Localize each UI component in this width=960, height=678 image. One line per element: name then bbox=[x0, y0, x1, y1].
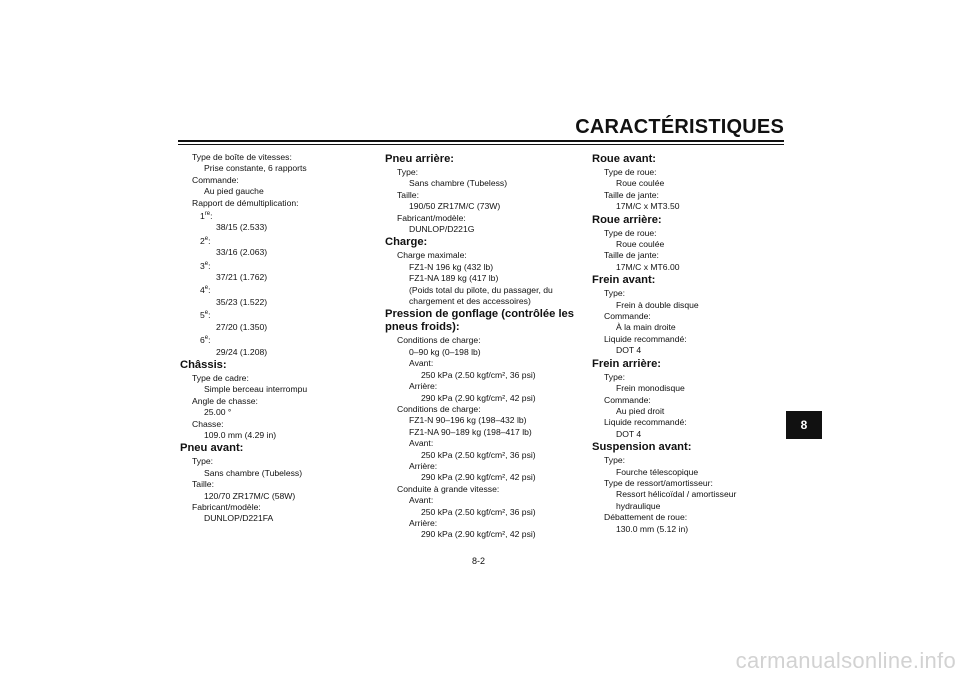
spec-label: Taille: bbox=[397, 189, 419, 200]
section-heading-pressure-2: pneus froids): bbox=[385, 321, 460, 334]
gear-number: 2 bbox=[200, 235, 205, 246]
gear-ratio-value: 37/21 (1.762) bbox=[216, 272, 268, 283]
spec-label: Type de roue: bbox=[604, 227, 657, 238]
gear-ratio-value: 33/16 (2.063) bbox=[216, 247, 268, 258]
spec-value: Arrière: bbox=[409, 517, 438, 528]
column-1 bbox=[180, 152, 360, 525]
spec-value: 17M/C x MT6.00 bbox=[616, 261, 680, 272]
spec-value: 290 kPa (2.90 kgf/cm², 42 psi) bbox=[421, 472, 536, 483]
spec-label: Liquide recommandé: bbox=[604, 417, 687, 428]
pressure-block bbox=[385, 335, 570, 540]
spec-value: Ressort hélicoïdal / amortisseur bbox=[616, 489, 737, 500]
front-suspension-block bbox=[592, 455, 777, 535]
spec-label: Taille de jante: bbox=[604, 189, 659, 200]
gear-label: 4e: bbox=[200, 285, 211, 296]
spec-value: 290 kPa (2.90 kgf/cm², 42 psi) bbox=[421, 529, 536, 540]
spec-value: Prise constante, 6 rapports bbox=[204, 163, 307, 174]
spec-value: FZ1-N 196 kg (432 lb) bbox=[409, 261, 494, 272]
spec-label: Commande: bbox=[192, 174, 239, 185]
rear-tire-block bbox=[385, 167, 570, 235]
spec-label: Type: bbox=[604, 455, 626, 466]
gear-label: 1re: bbox=[200, 211, 213, 222]
chassis-block bbox=[180, 373, 360, 441]
rear-wheel-block bbox=[592, 228, 777, 274]
gear-number: 4 bbox=[200, 285, 205, 296]
spec-value: 290 kPa (2.90 kgf/cm², 42 psi) bbox=[421, 392, 536, 403]
section-heading-front-tire: Pneu avant: bbox=[180, 442, 244, 455]
gear-ordinal: e bbox=[204, 235, 209, 242]
spec-value: 250 kPa (2.50 kgf/cm², 36 psi) bbox=[421, 449, 536, 460]
spec-label: Chasse: bbox=[192, 418, 224, 429]
spec-value: Avant: bbox=[409, 358, 434, 369]
spec-label: Type: bbox=[604, 288, 626, 299]
gear-ratio-value: 38/15 (2.533) bbox=[216, 222, 268, 233]
gear-number: 3 bbox=[200, 260, 205, 271]
section-heading-pressure-1: Pression de gonflage (contrôlée les bbox=[385, 308, 574, 321]
spec-label: Commande: bbox=[604, 394, 651, 405]
spec-value: 120/70 ZR17M/C (58W) bbox=[204, 490, 296, 501]
spec-label: Charge maximale: bbox=[397, 250, 467, 261]
spec-value: À la main droite bbox=[616, 322, 676, 333]
spec-value: Au pied gauche bbox=[204, 186, 264, 197]
spec-value: Avant: bbox=[409, 495, 434, 506]
spec-value: 250 kPa (2.50 kgf/cm², 36 psi) bbox=[421, 369, 536, 380]
spec-value: Roue coulée bbox=[616, 239, 665, 250]
gear-ratio-value: 35/23 (1.522) bbox=[216, 296, 268, 307]
spec-label: Angle de chasse: bbox=[192, 395, 258, 406]
spec-value: FZ1-N 90–196 kg (198–432 lb) bbox=[409, 415, 527, 426]
section-heading-load: Charge: bbox=[385, 236, 428, 249]
gear-ordinal: e bbox=[204, 285, 209, 292]
spec-label: Type: bbox=[192, 456, 214, 467]
spec-value: 17M/C x MT3.50 bbox=[616, 201, 680, 212]
spec-value: hydraulique bbox=[616, 500, 661, 511]
section-heading-rear-tire: Pneu arrière: bbox=[385, 153, 455, 165]
spec-value: Sans chambre (Tubeless) bbox=[409, 178, 508, 189]
spec-label: Fabricant/modèle: bbox=[397, 212, 466, 223]
gear-label: 6e: bbox=[200, 335, 211, 346]
spec-value: DUNLOP/D221FA bbox=[204, 513, 274, 524]
title-rule-thin bbox=[178, 144, 784, 145]
spec-value: (Poids total du pilote, du passager, du bbox=[409, 284, 553, 295]
spec-value: Frein monodisque bbox=[616, 383, 685, 394]
gear-ratio-value: 29/24 (1.208) bbox=[216, 346, 268, 357]
gear-ordinal: e bbox=[204, 310, 209, 317]
spec-value: Fourche télescopique bbox=[616, 466, 699, 477]
section-heading-rear-brake: Frein arrière: bbox=[592, 357, 662, 370]
spec-value: 190/50 ZR17M/C (73W) bbox=[409, 201, 501, 212]
gear-ratio-value: 27/20 (1.350) bbox=[216, 321, 268, 332]
gear-number: 5 bbox=[200, 310, 205, 321]
spec-label: Liquide recommandé: bbox=[604, 333, 687, 344]
rear-brake-block bbox=[592, 372, 777, 440]
spec-label: Type: bbox=[397, 167, 419, 177]
section-heading-front-brake: Frein avant: bbox=[592, 274, 656, 287]
spec-value: Frein à double disque bbox=[616, 299, 699, 310]
spec-label: Type de ressort/amortisseur: bbox=[604, 477, 713, 488]
spec-label: Conduite à grande vitesse: bbox=[397, 483, 500, 494]
spec-value: Au pied droit bbox=[616, 405, 665, 416]
spec-label: Type de cadre: bbox=[192, 372, 249, 383]
gear-ordinal: e bbox=[204, 260, 209, 267]
gear-number: 6 bbox=[200, 335, 205, 346]
page-number: 8-2 bbox=[472, 556, 486, 566]
page-title: CARACTÉRISTIQUES bbox=[575, 116, 784, 138]
front-tire-block bbox=[180, 456, 360, 524]
column-2 bbox=[385, 152, 574, 541]
spec-label: Conditions de charge: bbox=[397, 403, 481, 414]
gear-label: 3e: bbox=[200, 260, 211, 271]
gear-ordinal: re bbox=[204, 211, 211, 218]
gear-number: 1 bbox=[200, 211, 205, 222]
spec-value: DOT 4 bbox=[616, 345, 642, 356]
section-heading-front-wheel: Roue avant: bbox=[592, 153, 657, 165]
gear-label: 2e: bbox=[200, 235, 211, 246]
spec-label: Type: bbox=[604, 371, 626, 382]
spec-label: Conditions de charge: bbox=[397, 335, 481, 346]
spec-value: Roue coulée bbox=[616, 178, 665, 189]
spec-label: Type de roue: bbox=[604, 167, 657, 177]
spec-label: Commande: bbox=[604, 311, 651, 322]
section-heading-rear-wheel: Roue arrière: bbox=[592, 213, 662, 226]
front-wheel-block bbox=[592, 167, 777, 213]
spec-label: Taille de jante: bbox=[604, 250, 659, 261]
spec-value: Arrière: bbox=[409, 381, 438, 392]
spec-label: Fabricant/modèle: bbox=[192, 501, 261, 512]
spec-value: Arrière: bbox=[409, 460, 438, 471]
spec-value: 0–90 kg (0–198 lb) bbox=[409, 346, 481, 357]
spec-value: Simple berceau interrompu bbox=[204, 384, 308, 395]
transmission-block bbox=[180, 152, 360, 209]
section-heading-chassis: Châssis: bbox=[180, 358, 227, 371]
spec-value: Sans chambre (Tubeless) bbox=[204, 467, 303, 478]
spec-label: Taille: bbox=[192, 479, 214, 490]
spec-value: 25.00 ° bbox=[204, 407, 232, 418]
load-block bbox=[385, 250, 570, 307]
spec-value: FZ1-NA 189 kg (417 lb) bbox=[409, 273, 499, 284]
spec-label: Débattement de roue: bbox=[604, 512, 688, 523]
gear-label: 5e: bbox=[200, 310, 211, 321]
spec-value: FZ1-NA 90–189 kg (198–417 lb) bbox=[409, 426, 532, 437]
spec-value: DUNLOP/D221G bbox=[409, 224, 475, 235]
section-heading-front-suspension: Suspension avant: bbox=[592, 441, 692, 454]
column-3 bbox=[592, 152, 777, 535]
spec-label: Type de boîte de vitesses: bbox=[192, 152, 292, 162]
gear-ratio-list bbox=[180, 211, 360, 358]
spec-value: 250 kPa (2.50 kgf/cm², 36 psi) bbox=[421, 506, 536, 517]
spec-value: Avant: bbox=[409, 438, 434, 449]
chapter-tab[interactable]: 8 bbox=[786, 411, 822, 439]
watermark: carmanualsonline.info bbox=[735, 648, 956, 673]
front-brake-block bbox=[592, 288, 777, 356]
spec-label: Rapport de démultiplication: bbox=[192, 197, 299, 208]
spec-value: DOT 4 bbox=[616, 428, 642, 439]
spec-value: 109.0 mm (4.29 in) bbox=[204, 429, 277, 440]
gear-ordinal: e bbox=[204, 335, 209, 342]
title-rule-thick bbox=[178, 140, 784, 142]
spec-value: 130.0 mm (5.12 in) bbox=[616, 523, 689, 534]
spec-value: chargement et des accessoires) bbox=[409, 296, 531, 307]
